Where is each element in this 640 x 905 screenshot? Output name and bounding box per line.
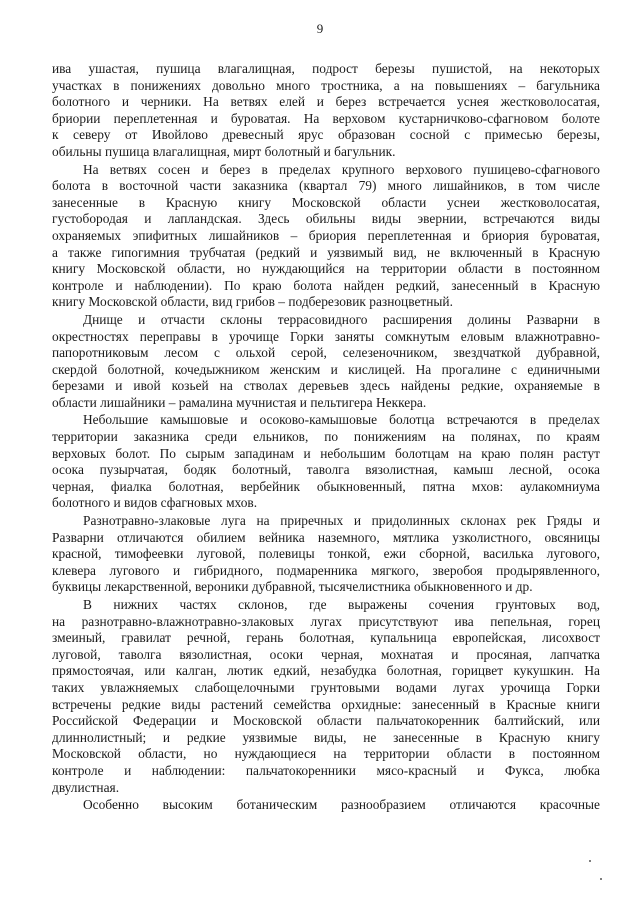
text-line: встречены редкие виды растений семейства орхидные: занесенный в Красные книги [52,696,600,712]
text-line: двулистная. [52,779,120,795]
text-line: участках в понижениях довольно много тростника, а на повышениях – багульника [52,77,600,93]
text-line: Особенно высоким ботаническим разнообразием отличаются красочные [83,797,600,813]
text-line: На ветвях сосен и берез в пределах крупного верхового пушицево-сфагнового [83,161,600,177]
paragraph [52,162,600,311]
text-line: а также гипогимния трубчатая (редкий и уязвимый вид, не включенный в Красную [52,244,600,260]
text-line: Московской области, но нуждающиеся на территории области в постоянном [52,746,600,762]
text-line: охраняемых эпифитных лишайников – бриория переплетенная и бриория буроватая, [52,227,600,243]
text-line: прямостоячая, или калган, лютик едкий, незабудка болотная, горицвет кукушкин. На [52,663,600,679]
text-line: осока пузырчатая, бодяк болотный, таволга вязолистная, камыш лесной, осока [52,462,600,478]
text-line: книгу Московской области, но нуждающийся на территории области в постоянном [52,261,600,277]
text-line: змеиный, гравилат речной, герань болотная, купальница европейская, лисохвост [52,630,600,646]
text-line: контроле и наблюдении). По краю болота найден редкий, занесенный в Красную [52,277,600,293]
text-line: березами и ивой козьей на стволах деревьев здесь найдены редкие, охраняемые в [52,378,600,394]
document-body [52,61,600,814]
text-line: территории заказника среди ельников, по понижениям на полянах, по краям [52,429,600,445]
paragraph [52,597,600,796]
text-line: Небольшие камышовые и осоково-камышовые болотца встречаются в пределах [83,412,600,428]
scan-speck [589,860,591,862]
text-line: буквицы лекарственной, вероники дубравной, тысячелистника обыкновенного и др. [52,579,533,595]
text-line: длиннолистный; и редкие уязвимые виды, не занесенные в Красную книгу [52,729,600,745]
paragraph [52,797,600,814]
paragraph [52,61,600,161]
scan-speck [600,878,602,880]
text-line: занесенные в Красную книгу Московской области уснеи жестковолосатая, [52,194,600,210]
text-line: верховых болот. По сырым западинам и небольшим болотцам на краю полян растут [52,445,600,461]
text-line: обильны пушица влагалищная, мирт болотный и багульник. [52,143,396,159]
text-line: болотного и черники. На ветвях елей и берез встречается уснея жестковолосатая, [52,94,600,110]
text-line: таких увлажняемых слабощелочными грунтовыми водами лугах урочища Горки [52,679,600,695]
text-line: Разварни отличаются обилием вейника наземного, мятлика узколистного, овсяницы [52,529,600,545]
text-line: книгу Московской области, вид грибов – подберезовик разноцветный. [52,294,453,310]
text-line: к северу от Ивойлово древесный ярус образован сосной с примесью березы, [52,127,600,143]
text-line: красной, тимофеевки луговой, полевицы тонкой, ежи сборной, василька лугового, [52,546,600,562]
text-line: черная, фиалка болотная, вербейник обыкновенный, пятна мхов: аулакомниума [52,478,600,494]
text-line: болотного и видов сфагновых мхов. [52,495,258,511]
text-line: Днище и отчасти склоны террасовидного расширения долины Разварни в [83,311,600,327]
text-line: густобородая и лапландская. Здесь обильны виды эвернии, встречаются виды [52,211,600,227]
text-line: В нижних частях склонов, где выражены сочения грунтовых вод, [83,597,600,612]
text-line: бриории переплетенная и буроватая. На верховом кустарничково-сфагновом болоте [52,110,600,126]
text-line: луговой, таволга вязолистная, осоки черная, мохнатая и просяная, лапчатка [52,646,600,662]
paragraph [52,513,600,596]
paragraph [52,312,600,412]
text-line: Разнотравно-злаковые луга на приречных и придолинных склонах рек Гряды и [83,513,600,529]
page-number: 9 [316,21,324,36]
text-line: клевера лугового и гибридного, подмаренника мягкого, зверобоя продырявленного, [52,562,600,578]
text-line: болота в восточной части заказника (квартал 79) много лишайников, в том числе [52,178,600,194]
text-line: окрестностях переправы в урочище Горки заняты сомкнутым еловым влажнотравно- [52,328,600,344]
text-line: скердой болотной, кочедыжником женским и кислицей. На прогалине с единичными [52,361,600,377]
text-line: области лишайники – рамалина мучнистая и пельтигера Неккера. [52,394,427,410]
text-line: на разнотравно-влажнотравно-злаковых лугах присутствуют ива пепельная, горец [52,613,600,629]
text-line: папоротниковым лесом с ольхой серой, селезеночником, звездчаткой дубравной, [52,345,600,361]
text-line: Российской Федерации и Московской области пальчатокоренник балтийский, или [52,713,600,729]
text-line: ива ушастая, пушица влагалищная, подрост березы пушистой, на некоторых [52,61,600,76]
text-line: контроле и наблюдении: пальчатокоренники мясо-красный и Фукса, любка [52,762,600,778]
paragraph [52,412,600,512]
